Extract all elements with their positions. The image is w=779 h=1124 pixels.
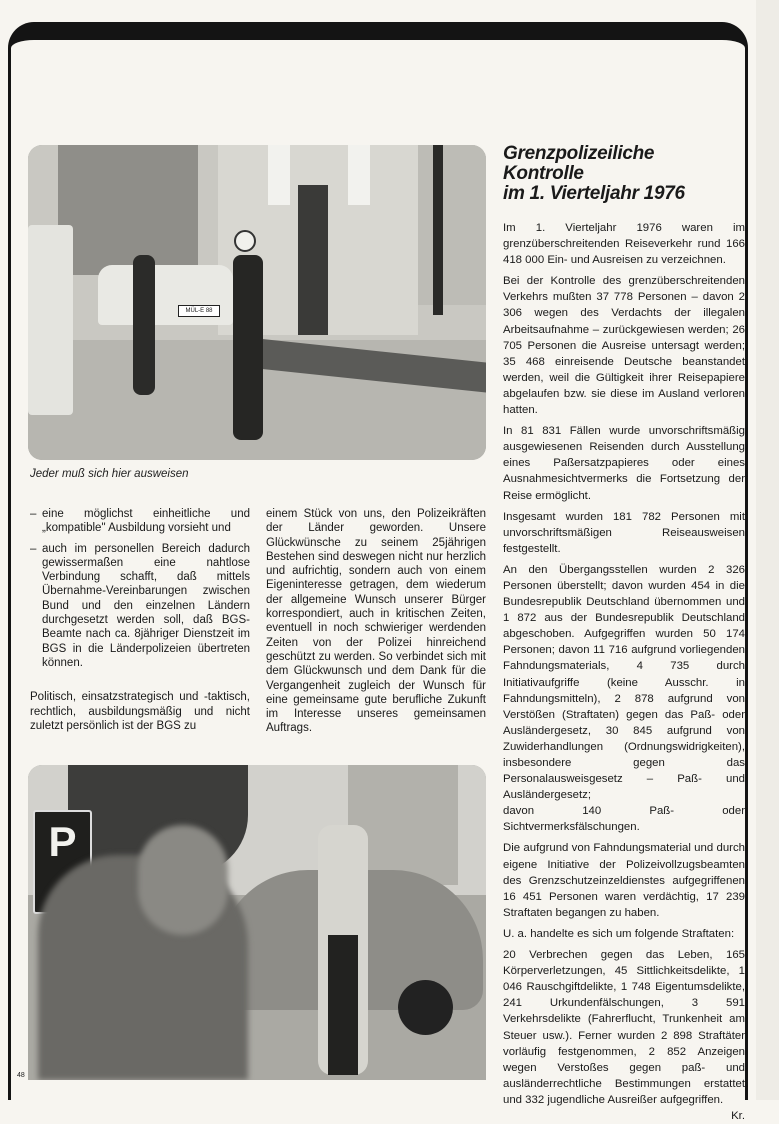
paragraph: Insgesamt wurden 181 782 Personen mit unvorschriftsmäßigen Reiseausweisen festgestellt. (503, 510, 745, 555)
license-plate: MÜL-E 88 (178, 305, 220, 317)
paragraph: U. a. handelte es sich um folgende Straftaten: (503, 927, 735, 940)
photo-police-checkpoint (28, 145, 486, 460)
article-grenzpolizeiliche-kontrolle (503, 144, 745, 1124)
article-title: Grenzpolizeiliche Kontrolle im 1. Vierteljahr 1976 (503, 143, 685, 204)
paragraph: einem Stück von uns, den Polizeikräften der Länder geworden. Unsere Glückwünsche zu seinem 25jährigen Bestehen sind deswegen nicht nur herzlich und aufrichtig, sondern auch von einem Eigeninteresse getragen, dem wiederum der allgemeine Wunsch unserer Bürger korrespondiert, auch in kritischen Zeiten, eventuell in noch schwieriger werdenden Zeiten von der Polizei hinreichend geschützt zu werden. So verbindet sich mit dem Glückwunsch und dem Dank für die Vergangenheit zugleich der Wunsch für eine gemeinsame gute berufliche Zukunft im Interesse unseres gemeinsamen Auftrags. (266, 508, 486, 735)
article-body (503, 220, 745, 1124)
page-number: 48 (17, 1072, 25, 1079)
paragraph: davon 140 Paß- oder Sichtvermerksfälschungen. (503, 805, 745, 834)
parking-sign: P (33, 810, 92, 914)
adjacent-page-edge (756, 0, 779, 1100)
author-signature: Kr. (731, 1109, 745, 1122)
text-column-1 (30, 507, 250, 739)
paragraph: An den Übergangsstellen wurden 2 326 Personen überstellt; davon wurden 454 in die Bundesrepublik Deutschland übernommen und 1 872 aus der Bundesrepublik Deutschland abgeschoben. Aufgegriffen wurden 50 174 Personen; davon 11 716 aufgrund vorliegenden Fahndungsmaterials, 4 735 durch Initiativaufgriffe (keine Ausschr. in Fahndungsmitteln), 2 878 aufgrund von Verstößen (Straftaten) gegen das Paß- oder Ausländergesetz, 30 845 aufgrund von Zuwiderhandlungen (Ordnungswidrigkeiten), insbesondere gegen das Personalausweisgesetz – Paß- und Ausländergesetz; (503, 563, 745, 802)
text-column-2 (266, 507, 486, 742)
photo-caption: Jeder muß sich hier ausweisen (30, 468, 189, 480)
paragraph: Im 1. Vierteljahr 1976 waren im grenzüberschreitenden Reiseverkehr rund 166 418 000 Ein- und Ausreisen zu verzeichnen. (503, 222, 745, 267)
photo-car-inspection (28, 765, 486, 1080)
paragraph: In 81 831 Fällen wurde unvorschriftsmäßig ausgewiesenen Reisenden durch Ausstellung eines Paßersatzpapieres oder eines Ausnahmesichtvermerks die Fortsetzung der Reise ermöglicht. (503, 425, 745, 502)
bullet-item: – auch im personellen Bereich dadurch gewissermaßen eine nahtlose Verbindung schafft, daß mittels Übernahme-Vereinbarungen zwischen Bund und den einzelnen Ländern durchgesetzt werden soll, daß BGS-Beamte nach ca. 8jähriger Dienstzeit im BGS in die Länderpolizeien übertreten können. (30, 542, 250, 669)
paragraph: Bei der Kontrolle des grenzüberschreitenden Verkehrs mußten 37 778 Personen – davon 2 306 wegen des Verdachts der illegalen Arbeitsaufnahme – zurückgewiesen werden; 26 705 Personen die Ausreise untersagt werden; 35 468 einreisende Deutsche beanstandet werden, weil die Gültigkeit ihrer Reisepapiere abgelaufen bzw. sie diese im Ausland verloren hatten. (503, 275, 745, 417)
paragraph: 20 Verbrechen gegen das Leben, 165 Körperverletzungen, 45 Sittlichkeitsdelikte, 1 046 Rauschgiftdelikte, 1 748 Eigentumsdelikte, 241 Urkundenfälschungen, 3 591 Verkehrsdelikte (Fahrerflucht, Trunkenheit am Steuer usw.). Ferner wurden 2 898 Straftäter vorläufig festgenommen, 2 852 Anzeigen wegen Verstoßes gegen paß- und ausländerrechtliche Bestimmungen erstattet und 332 jugendliche Ausreißer aufgegriffen. (503, 949, 745, 1106)
paragraph: Die aufgrund von Fahndungsmaterial und durch eigene Initiative der Polizeivollzugsbeamten des Grenzschutzeinzeldienstes aufgegriffenen 16 451 Personen waren verdächtig, 17 239 Straftaten begangen zu haben. (503, 842, 745, 919)
bullet-item: – eine möglichst einheitliche und „kompatible" Ausbildung vorsieht und (30, 508, 250, 535)
paragraph: Politisch, einsatzstrategisch und -taktisch, rechtlich, ausbildungsmäßig und nicht zuletzt persönlich ist der BGS zu (30, 691, 250, 732)
